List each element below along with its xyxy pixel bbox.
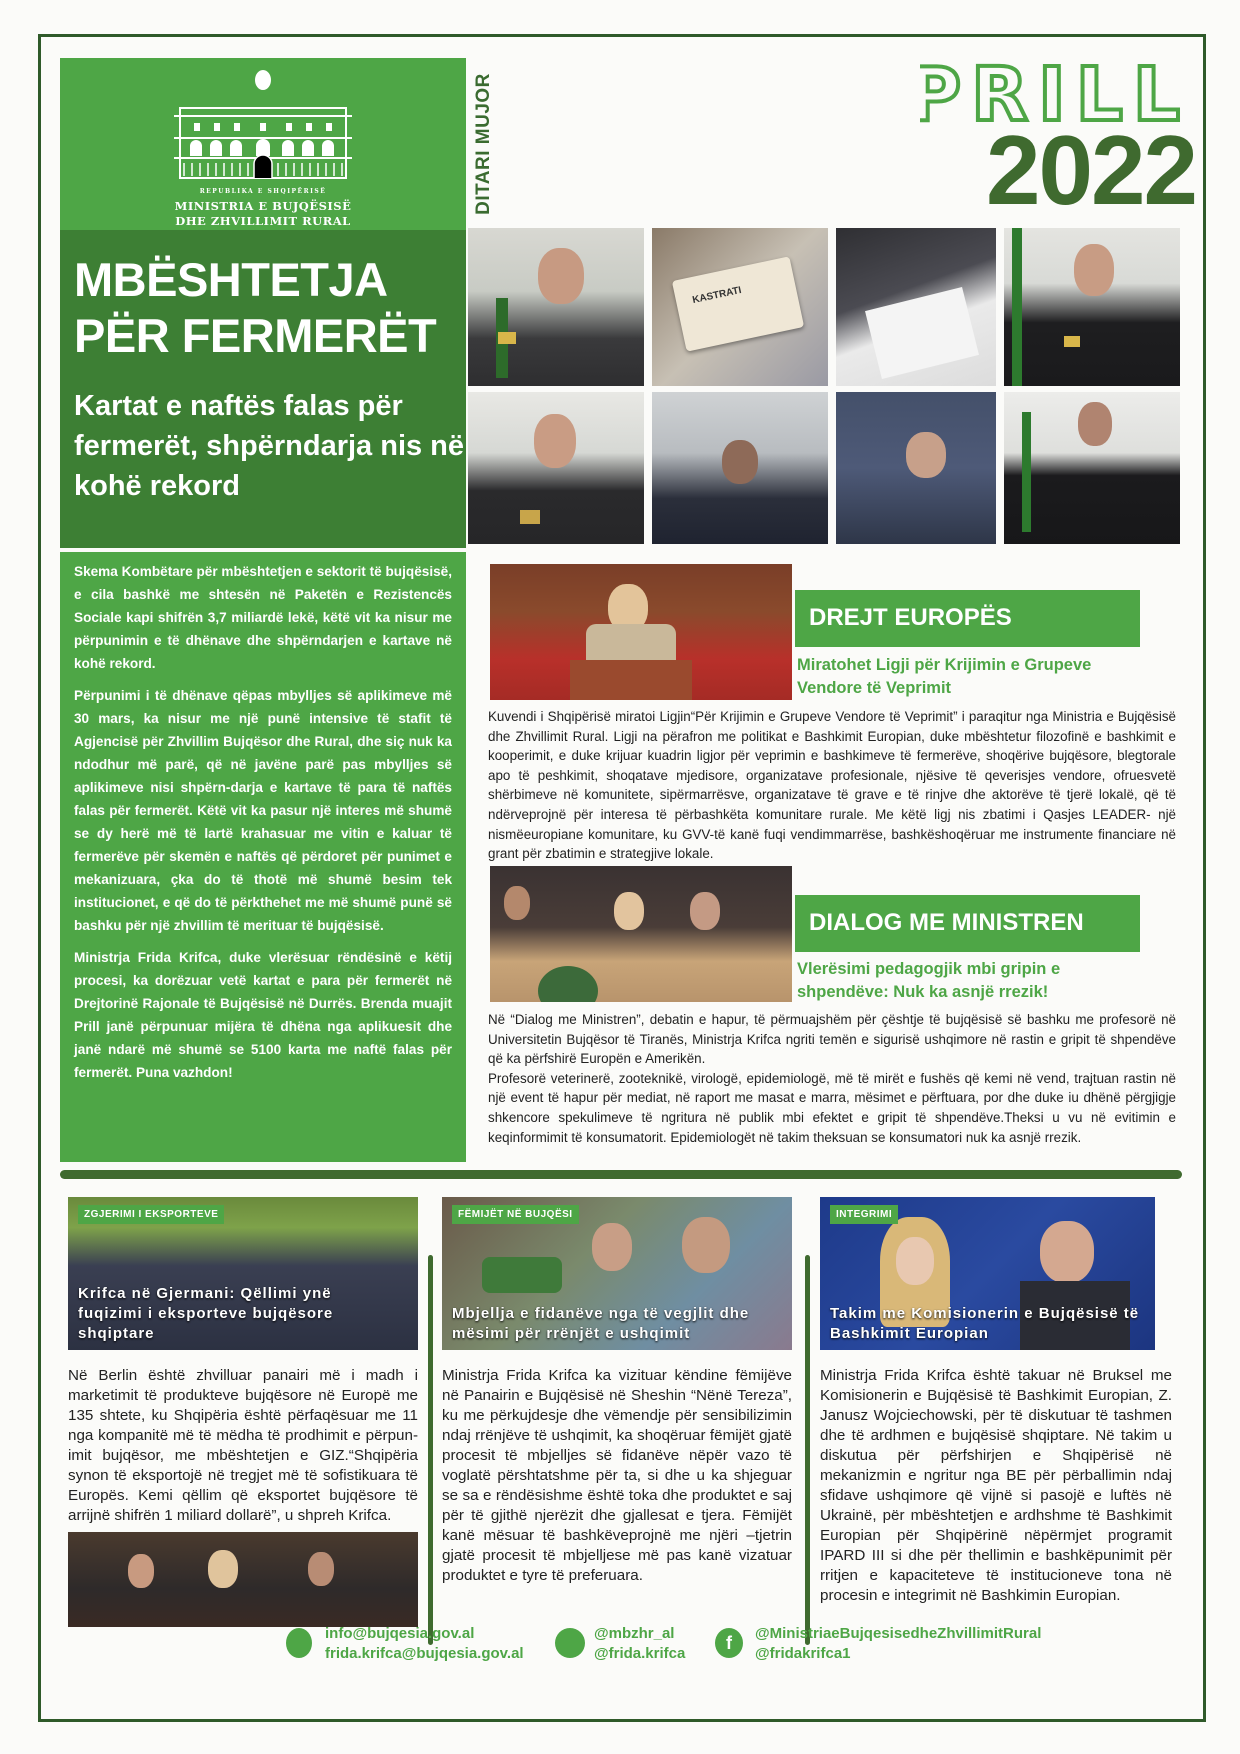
facebook-icon: f xyxy=(715,1628,743,1658)
footer-instagram[interactable]: @mbzhr_al @frida.krifca xyxy=(594,1625,686,1662)
card-exports-photo xyxy=(68,1197,418,1350)
logo-republic-text: REPUBLIKA E SHQIPËRISË xyxy=(199,188,327,195)
section-label: DITARI MUJOR xyxy=(473,73,494,215)
card-caption: Takim me Komisionerin e Bujqësisë të Bashkimit Europian xyxy=(830,1305,1140,1342)
lead-paragraph: Përpunimi i të dhënave qëpas mbylljes së aplikimeve më 30 mars, ka nisur me një punë intensive të stafit të Agjencisë për Zhvillim Bujqësor dhe Rural, dhe siç nuk ka ndodhur më parë, që në javëne parë pas mbylljes së aplikimeve nisi shpërn-darja e kartave të para të naftës falas për fermerët. Këtë vit ka pasur një interes më shumë se dy herë më të lartë krahasuar me vitin e kaluar të fermerëve për skemën e naftës që përdoret për punimet e mekanizuara, çka do të thotë më shumë besim tek institucionet, e që do të përkthehet me më shumë punë së bashku për një zhvillim të merituar të bujqësisë. xyxy=(74,688,452,933)
photo-farmer-card-1 xyxy=(468,228,644,386)
column-divider xyxy=(805,1255,810,1645)
dialog-story-body: Në “Dialog me Ministren”, debatin e hapur, të përmuajshëm për çështje të bujqësisë së bashku me profesorë në Universitetin Bujqësor të Tiranës, Ministrja Krifca ngriti temën e sigurisë ushqimore në rastin e gripit të shpendëve që ka përfshirë Europën e Amerikën. Profesorë veterinerë, zooteknikë, virologë, epidemiologë, më të mirët e fushës që kemi në vend, trajtuan rastin në një event të hapur për mediat, në raport me masat e marra, mësimet e përftuara, por dhe duke iu dhënë përgjigje shkencore spekulimeve të ngritura në publik mbi efektet e gripit të shpendëve.Theksi u vu në evitimin e keqinformimit të konsumatorit. Epidemiologët në takim theksuan se konsumatori nuk ka asnjë rrezik. xyxy=(488,1012,1176,1145)
photo-signing-2 xyxy=(652,392,828,544)
photo-farmer-card-3 xyxy=(468,392,644,544)
column-divider xyxy=(428,1255,433,1645)
ministry-building-icon xyxy=(170,68,356,186)
photo-signing-3 xyxy=(836,392,996,544)
issue-year: 2022 xyxy=(985,115,1196,225)
photo-signing-1 xyxy=(836,228,996,386)
lead-story-body xyxy=(60,552,466,1162)
lead-title: MBËSHTETJA PËR FERMERËT xyxy=(74,253,437,362)
dialog-story-subheading: Vlerësimi pedagogjik mbi gripin e shpendëve: Nuk ka asnjë rrezik! xyxy=(797,960,1061,1001)
card-children-body: Ministrja Frida Krifca ka vizituar këndine fëmijëve në Panairin e Bujqësisë në Sheshin “Nënë Tereza”, ku me përkujdesje dhe vëmendje për sensibilizimin ndaj rrënjëve të ushqimit, ka shoqëruar fëmijët gjatë procesit të mbjelljes së fidanëve nëpër vazo të voglatë përshtatshme për ta, si dhe u ka shjeguar se sa e rëndësishme është toka dhe produktet e saj për të gjithë njerëzit dhe gjallesat e tjera. Fëmijët kanë mësuar të bashkëveprojnë me njëri –tjetrin gjatë procesit të mbjelljese më pas kanë vizatuar produktet e tyre të preferuara. xyxy=(442,1367,792,1584)
logo-ministry-line2: DHE ZHVILLIMIT RURAL xyxy=(175,214,351,228)
email-icon xyxy=(286,1628,312,1658)
photo-grid xyxy=(468,228,1182,550)
photo-fuel-card xyxy=(652,228,828,386)
card-caption: Mbjellja e fidanëve nga të vegjlit dhe mësimi për rrënjët e ushqimit xyxy=(452,1305,750,1342)
lead-story-header xyxy=(60,230,466,548)
footer-facebook[interactable]: @MinistriaeBujqesisedheZhvillimitRural @fridakrifca1 xyxy=(755,1625,1042,1662)
dialog-story-heading: DIALOG ME MINISTREN xyxy=(795,895,1140,952)
footer-email[interactable]: info@bujqesia.gov.al frida.krifca@bujqesia.gov.al xyxy=(325,1625,524,1662)
card-integration-body: Ministrja Frida Krifca është takuar në Bruksel me Komisionerin e Bujqësisë të Bashkimit Europian, Z. Janusz Wojciechowski, për të diskutuar të tashmen dhe të ardhmen e bujqësisë shqiptare. Në takim u diskutua për përfshirjen e Shqipërisë në mekanizmin e ngritur nga BE për përballimin ndaj sfidave ushqimore që vijnë si pasojë e luftës në Ukrainë, për mbështetjen e ardhshme të Bashkimit Europian për Shqipërinë nëpërmjet programit IPARD III si dhe për thellimin e bashkëpunimit për rritjen e kapaciteteve të institucioneve tona në procesin e integrimit në Bashkimin Europian. xyxy=(820,1367,1172,1604)
instagram-icon xyxy=(555,1628,585,1658)
europe-story-photo xyxy=(490,564,792,700)
card-tag: INTEGRIMI xyxy=(830,1205,898,1224)
fuel-card-label: KASTRATI xyxy=(691,284,743,307)
dialog-story-photo xyxy=(490,866,792,1002)
photo-farmer-card-4 xyxy=(1004,392,1180,544)
europe-story-heading: DREJT EUROPËS xyxy=(795,590,1140,647)
month-text: PRILL xyxy=(920,52,1190,132)
lead-paragraph: Ministrja Frida Krifca, duke vlerësuar rëndësinë e këtij procesi, ka dorëzuar vetë kartat e para për fermerët në Drejtorinë Rajonale të Bujqësisë në Durrës. Brenda muajit Prill janë përpunuar mijëra të dhëna nga aplikuesit dhe janë ndarë më shumë se 5100 karta me naftë falas për fermerët. Puna vazhdon! xyxy=(74,950,452,1080)
europe-story-subheading: Miratohet Ligji për Krijimin e Grupeve Vendore të Veprimit xyxy=(797,656,1092,697)
logo-ministry-line1: MINISTRIA E BUJQËSISË xyxy=(174,199,352,213)
photo-farmer-card-2 xyxy=(1004,228,1180,386)
section-divider xyxy=(60,1170,1182,1179)
card-tag: ZGJERIMI I EKSPORTEVE xyxy=(78,1205,224,1224)
card-exports-body: Në Berlin është zhvilluar panairi më i madh i marketimit të produkteve bujqësore në Europë me 135 shtete, ku Shqipëria është përfaqësuar me 11 nga kompanitë më të mëdha të prodhimit e përpun-imit bujqësor, me mbështetjen e GIZ.“Shqipëria synon të eksportojë në tregjet më të sofistikuara të Europës. Kemi qëllim që eksportet bujqësore të arrijnë shifrën 1 miliard dollarë”, u shpreh Krifca. xyxy=(68,1367,418,1524)
ministry-logo xyxy=(60,58,466,230)
card-children-photo xyxy=(442,1197,792,1350)
card-tag: FËMIJËT NË BUJQËSI xyxy=(452,1205,579,1224)
card-caption: Krifca në Gjermani: Qëllimi ynë fuqizimi i eksporteve bujqësore shqiptare xyxy=(78,1285,334,1342)
europe-story-body: Kuvendi i Shqipërisë miratoi Ligjin“Për Krijimin e Grupeve Vendore të Veprimit” i paraqitur nga Ministria e Bujqësisë dhe Zhvillimit Rural. Ligji na përafron me politikat e Bashkimit Europian, duke mbështetur filozofinë e bashkimit e kooperimit, e duke krijuar kuadrin ligjor për veprimin e bashkimeve të fermerëve, shoqërive bujqësore, blegtorale apo të peshkimit, shoqatave mjedisore, organizatave profesionale, njësive të qeverisjes vendore, ofruesvetë shërbimeve në komunitete, sipërmarrësve, organizatave të grave e të rinjve dhe aktorëve të tjerë lokalë, që të ndërveprojnë për interesa të përbashkëta komunitare rurale. Me këtë ligj nis zbatimi i Qasjes LEADER- një nismëeuropiane komunitare, ku GVV-të kanë fuqi vendimmarrëse, bashkëshoqëruar me instrumente financiare në grant për zbatimin e strategjive lokale. xyxy=(488,709,1176,862)
lead-subtitle: Kartat e naftës falas për fermerët, shpërndarja nis në kohë rekord xyxy=(74,390,465,502)
card-exports-photo-2 xyxy=(68,1532,418,1627)
card-integration-photo xyxy=(820,1197,1155,1350)
lead-paragraph: Skema Kombëtare për mbështetjen e sektorit të bujqësisë, e cila bashkë me shtesën në Paketën e Rezistencës Sociale kapi shifrën 3,7 miliardë lekë, këtë vit ka nisur me përpunimin e të dhënave dhe shpërndarjen e kartave në kohë rekord. xyxy=(74,564,452,671)
